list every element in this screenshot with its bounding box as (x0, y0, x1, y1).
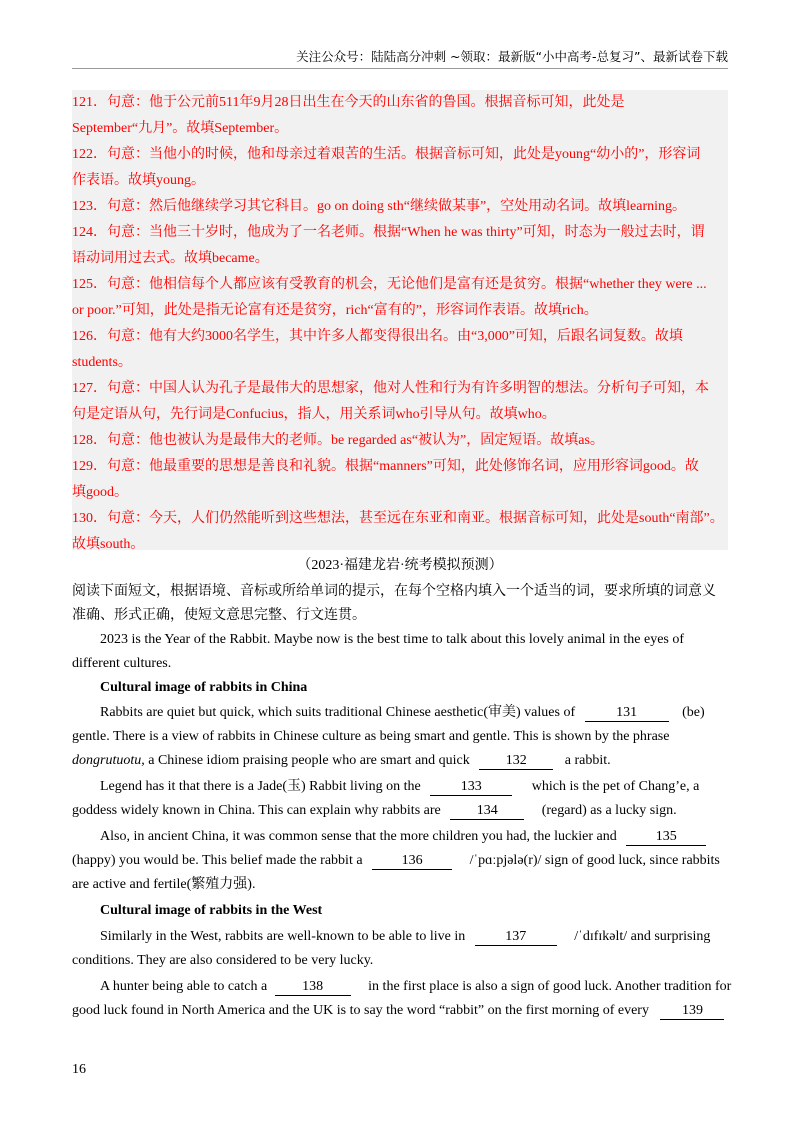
instruction-line: 阅读下面短文，根据语境、音标或所给单词的提示，在每个空格内填入一个适当的词，要求所填的词意义 (72, 584, 716, 599)
answer-line: 122．句意：当他小的时候，他和母亲过着艰苦的生活。根据音标可知，此处是young“幼小的”，形容词 (72, 147, 701, 162)
exam-source: （2023·福建龙岩·统考模拟预测） (297, 558, 503, 573)
blank-137[interactable]: 137 (475, 929, 557, 946)
passage-line (72, 749, 611, 773)
passage-text: in the first place is also a sign of good luck. Another tradition for (368, 979, 732, 994)
answer-line: 121．句意：他于公元前511年9月28日出生在今天的山东省的鲁国。根据音标可知，此处是 (72, 95, 625, 110)
passage-text: , a Chinese idiom praising people who are smart and quick (141, 753, 470, 768)
passage-line: conditions. They are also considered to be very lucky. (72, 953, 374, 968)
passage-text: /ˈpɑːpjələ(r)/ sign of good luck, since rabbits (469, 853, 720, 868)
answer-line: September“九月”。故填September。 (72, 121, 289, 136)
instruction-line: 准确、形式正确，使短文意思完整、行文连贯。 (72, 608, 366, 623)
passage-line (100, 825, 706, 849)
blank-131[interactable]: 131 (585, 705, 669, 722)
passage-text: good luck found in North America and the UK is to say the word “rabbit” on the first morning of every (72, 1003, 649, 1018)
passage-text: dongrutuotu (72, 753, 142, 768)
answer-line: 填good。 (72, 485, 128, 500)
answer-line: 125．句意：他相信每个人都应该有受教育的机会，无论他们是富有还是贫穷。根据“whether they were ... (72, 277, 707, 292)
passage-line: different cultures. (72, 656, 172, 671)
answer-line: 130．句意：今天，人们仍然能听到这些想法，甚至远在东亚和南亚。根据音标可知，此处是south“南部”。 (72, 511, 724, 526)
passage-text: Similarly in the West, rabbits are well-known to be able to live in (100, 929, 466, 944)
passage-line (100, 925, 710, 949)
answer-line: 127．句意：中国人认为孔子是最伟大的思想家，他对人性和行为有许多明智的想法。分析句子可知，本 (72, 381, 709, 396)
blank-139[interactable]: 139 (660, 1003, 724, 1020)
passage-line (100, 701, 705, 725)
page-header: 关注公众号：陆陆高分冲刺 ~领取：最新版“小中高考-总复习”、最新试卷下载 (296, 49, 728, 64)
passage-line (100, 975, 731, 999)
blank-134[interactable]: 134 (450, 803, 524, 820)
answer-line: 语动词用过去式。故填became。 (72, 251, 269, 266)
answer-line: 123．句意：然后他继续学习其它科目。go on doing sth“继续做某事”，空处用动名词。故填learning。 (72, 199, 687, 214)
passage-text: goddess widely known in China. This can explain why rabbits are (72, 803, 441, 818)
answer-line: 作表语。故填young。 (72, 173, 205, 188)
passage-text: (be) (682, 705, 705, 720)
answer-line: 126．句意：他有大约3000名学生，其中许多人都变得很出名。由“3,000”可知，后跟名词复数。故填 (72, 329, 683, 344)
passage-line: 2023 is the Year of the Rabbit. Maybe now is the best time to talk about this lovely animal in the eyes of (100, 632, 685, 647)
section-heading-china: Cultural image of rabbits in China (100, 680, 308, 695)
blank-133[interactable]: 133 (430, 779, 512, 796)
passage-text: (regard) as a lucky sign. (541, 803, 677, 818)
answer-line: 128．句意：他也被认为是最伟大的老师。be regarded as“被认为”，固定短语。故填as。 (72, 433, 604, 448)
passage-line: are active and fertile(繁殖力强). (72, 877, 256, 892)
answer-explanations (72, 90, 728, 550)
answer-line: 129．句意：他最重要的思想是善良和礼貌。根据“manners”可知，此处修饰名词，应用形容词good。故 (72, 459, 699, 474)
passage-text: which is the pet of Chang’e, a (531, 779, 700, 794)
passage-line (100, 775, 699, 799)
header-divider (72, 68, 728, 69)
answer-line: or poor.”可知，此处是指无论富有还是贫穷，rich“富有的”，形容词作表语。故填rich。 (72, 303, 598, 318)
page-number: 16 (72, 1062, 86, 1077)
answer-line: students。 (72, 355, 132, 370)
section-heading-west: Cultural image of rabbits in the West (100, 903, 323, 918)
passage-text: Also, in ancient China, it was common sense that the more children you had, the luckier and (100, 829, 617, 844)
passage-line (72, 849, 720, 873)
blank-132[interactable]: 132 (479, 753, 553, 770)
answer-line: 故填south。 (72, 537, 145, 552)
passage-text: a rabbit. (564, 753, 611, 768)
passage-text: Rabbits are quiet but quick, which suits traditional Chinese aesthetic(审美) values of (100, 705, 576, 720)
answer-line: 124．句意：当他三十岁时，他成为了一名老师。根据“When he was thirty”可知，时态为一般过去时，谓 (72, 225, 705, 240)
passage-line (72, 799, 677, 823)
passage-line: gentle. There is a view of rabbits in Chinese culture as being smart and gentle. This is shown by the phrase (72, 729, 670, 744)
answer-line: 句是定语从句，先行词是Confucius，指人，用关系词who引导从句。故填who。 (72, 407, 556, 422)
passage-line (72, 999, 724, 1023)
passage-text: /ˈdɪfɪkəlt/ and surprising (574, 929, 711, 944)
passage-text: Legend has it that there is a Jade(玉) Rabbit living on the (100, 779, 421, 794)
passage-text: (happy) you would be. This belief made the rabbit a (72, 853, 363, 868)
blank-135[interactable]: 135 (626, 829, 706, 846)
passage-text: A hunter being able to catch a (100, 979, 268, 994)
blank-136[interactable]: 136 (372, 853, 452, 870)
blank-138[interactable]: 138 (275, 979, 351, 996)
